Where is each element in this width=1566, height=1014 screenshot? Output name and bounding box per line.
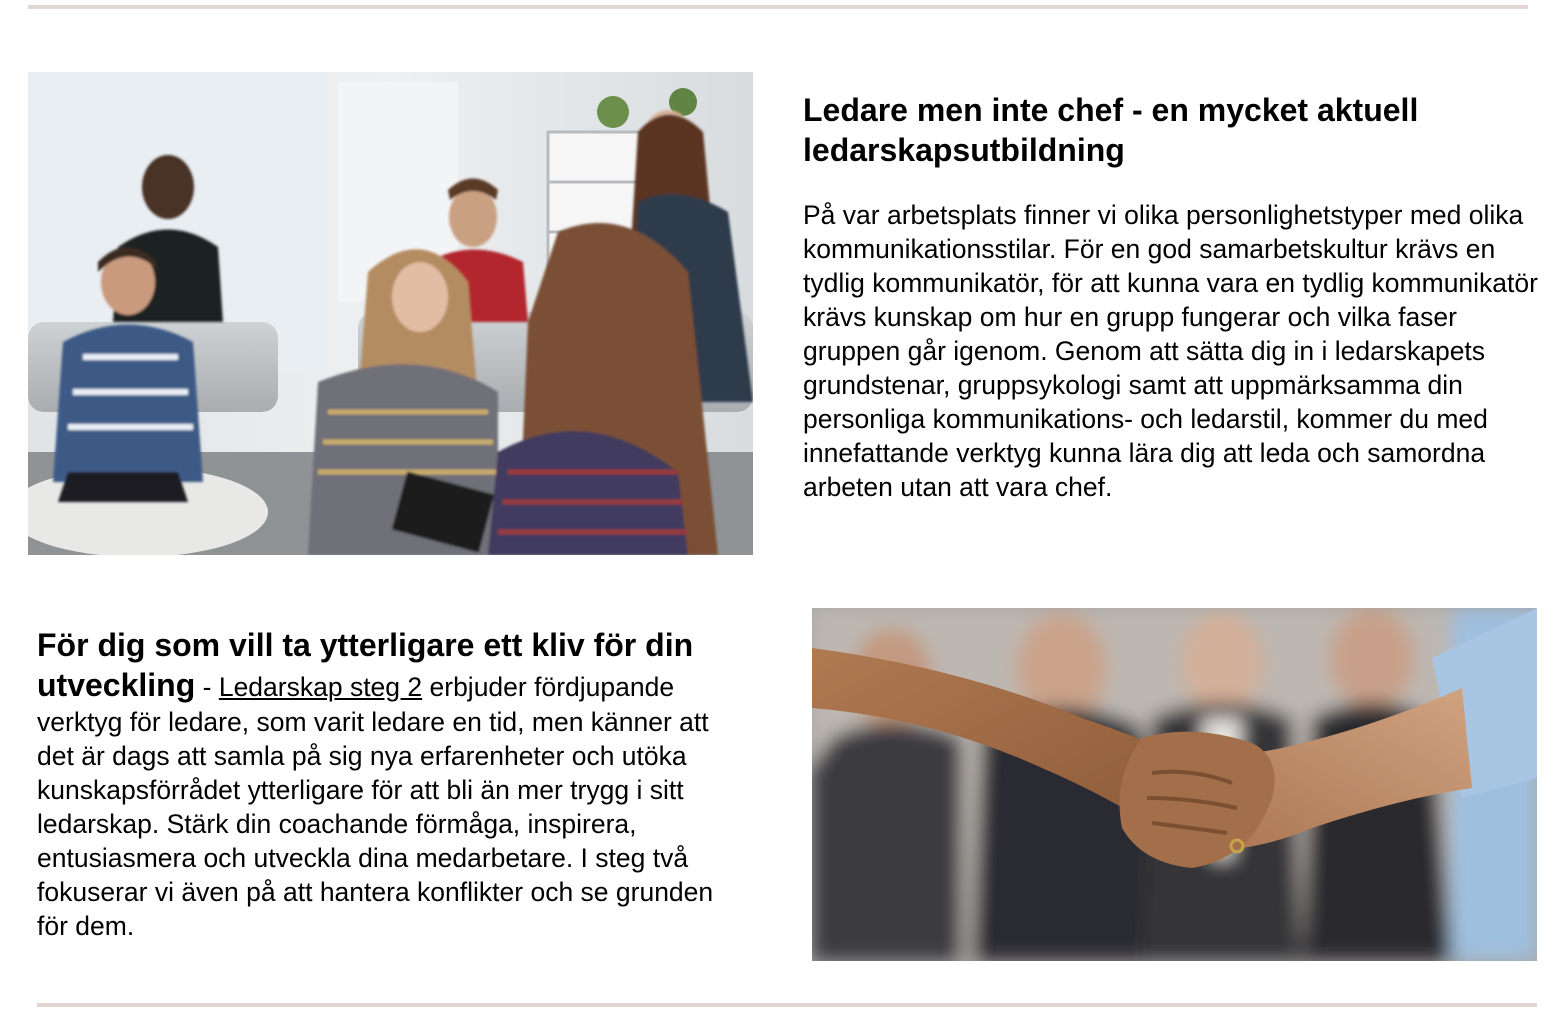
- handshake-photo: [812, 608, 1537, 961]
- step2-title: För dig som vill ta ytterligare ett kliv för din utveckling: [37, 627, 694, 703]
- bottom-divider: [37, 1003, 1537, 1007]
- step2-separator: -: [195, 672, 219, 702]
- step2-body: erbjuder fördjupande verktyg för ledare, som varit ledare en tid, men känner att det är dags att samla på sig nya erfarenheter och utöka kunskapsförrådet ytterligare för att bli än mer trygg i sitt ledarskap. Stärk din coachande förmåga, inspirera, entusiasmera och utveckla dina medarbetare. I steg två fokuserar vi även på att hantera konflikter och se grunden för dem.: [37, 672, 714, 941]
- ledarskap-steg-2-link[interactable]: Ledarskap steg 2: [218, 672, 423, 702]
- step2-section: [37, 625, 737, 943]
- office-meeting-photo: [28, 72, 753, 555]
- intro-title: Ledare men inte chef - en mycket aktuell ledarskapsutbildning: [803, 92, 1419, 168]
- intro-section: [803, 90, 1543, 504]
- top-divider: [28, 5, 1528, 9]
- intro-body: På var arbetsplats finner vi olika personlighetstyper med olika kommunikationsstilar. För en god samarbetskultur krävs en tydlig kommunikatör, för att kunna vara en tydlig kommunikatör krävs kunskap om hur en grupp fungerar och vilka faser gruppen går igenom. Genom att sätta dig in i ledarskapets grundstenar, gruppsykologi samt att uppmärksamma din personliga kommunikations- och ledarstil, kommer du med innefattande verktyg kunna lära dig att leda och samordna arbeten utan att vara chef.: [803, 200, 1538, 502]
